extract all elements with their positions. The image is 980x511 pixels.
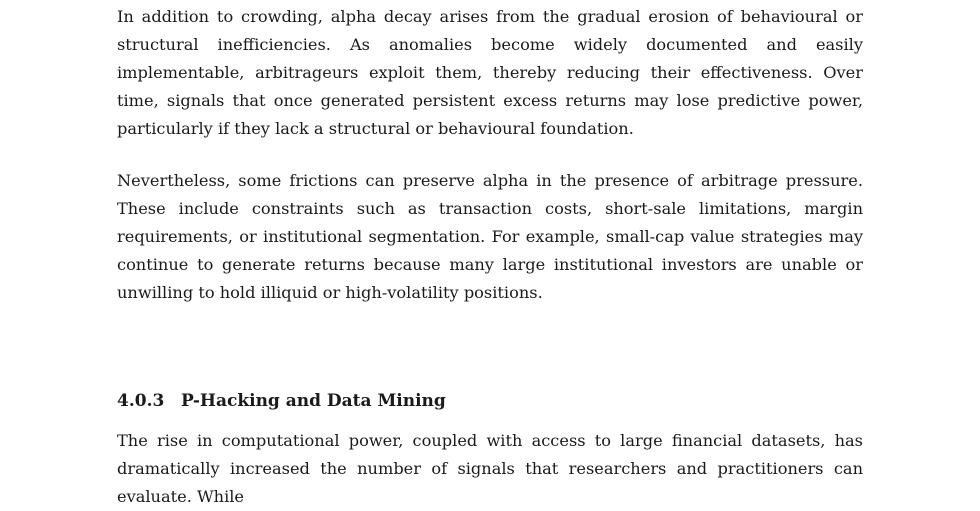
paragraph-frictions: Nevertheless, some frictions can preserve alpha in the presence of arbitrage pressure. These include constraints such as transaction costs, short-sale limitations, margin requirements, or institutional segmentation. For example, small-cap value strategies may continue to generate returns because many large institutional investors are unable or unwilling to hold illiquid or high-volatility positions.	[117, 171, 863, 302]
section-number: 4.0.3	[117, 391, 165, 411]
section-heading	[117, 387, 863, 415]
paragraph-alpha-decay: In addition to crowding, alpha decay arises from the gradual erosion of behavioural or structural inefficiencies. As anomalies become widely documented and easily implementable, arbitrageurs exploit them, thereby reducing their effectiveness. Over time, signals that once generated persistent excess returns may lose predictive power, particularly if they lack a structural or behavioural foundation.	[117, 7, 863, 138]
section-title: P-Hacking and Data Mining	[181, 391, 446, 411]
document-page	[117, 3, 863, 511]
section-body-paragraph: The rise in computational power, coupled with access to large financial datasets, has dramatically increased the number of signals that researchers and practitioners can evaluate. While	[117, 431, 863, 506]
